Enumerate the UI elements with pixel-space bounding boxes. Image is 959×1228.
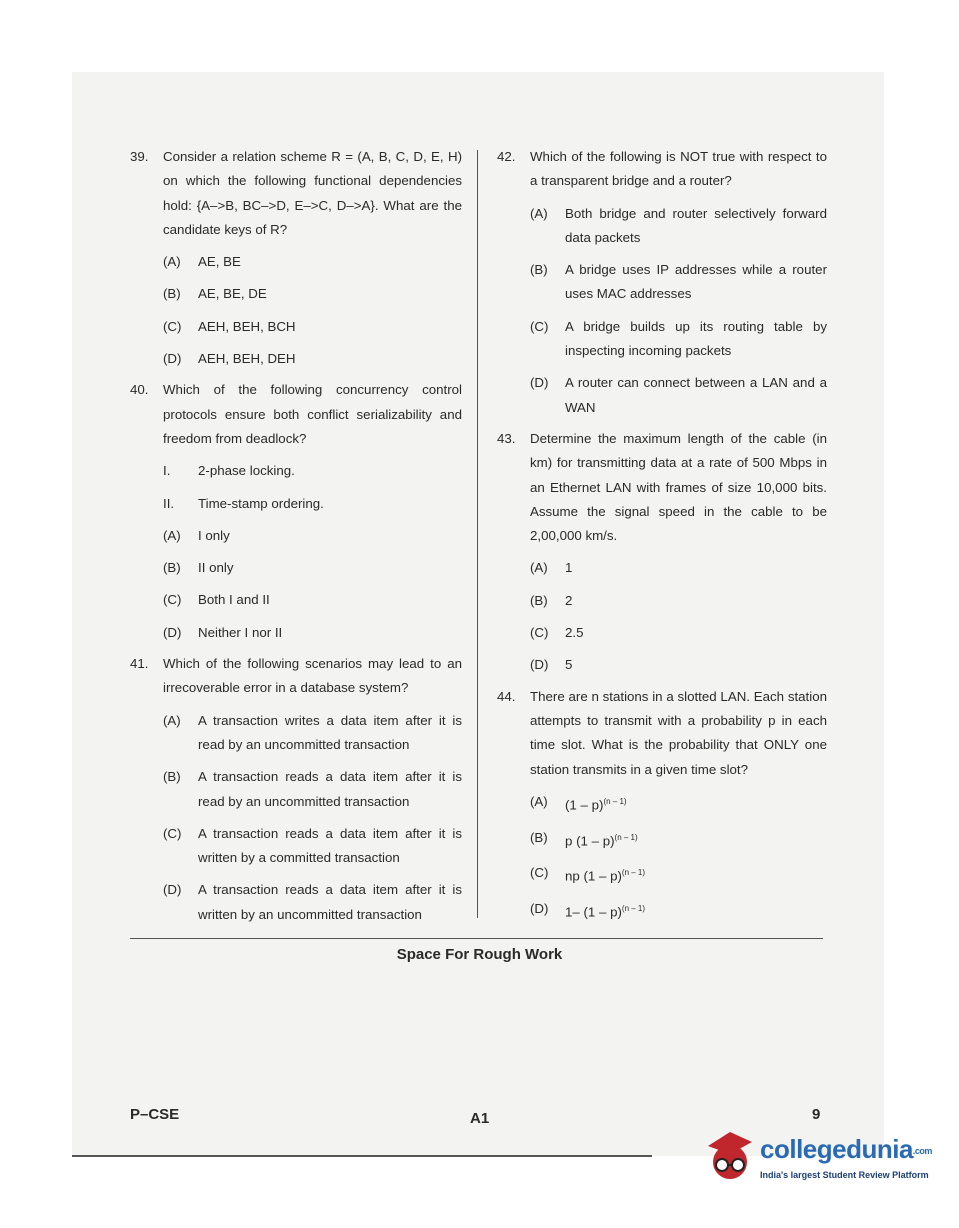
logo-wordmark [760, 1134, 932, 1165]
answer-option [163, 556, 462, 580]
question-number: 42. [497, 149, 516, 164]
answer-option [163, 347, 462, 371]
question-number: 40. [130, 382, 149, 398]
answer-option [163, 822, 462, 871]
statement-text: Time-stamp ordering. [198, 495, 324, 511]
answer-option [530, 897, 827, 925]
option-label: (A) [530, 793, 548, 809]
answer-option [530, 258, 827, 307]
option-text: 1 [565, 560, 573, 576]
option-text: AE, BE [198, 254, 241, 270]
option-text: 1– (1 – p) [565, 904, 622, 920]
answer-option [530, 826, 827, 854]
question-number: 39. [130, 149, 149, 164]
option-label: (D) [530, 375, 549, 391]
question-stem: Consider a relation scheme R = (A, B, C, D, E, H) on which the following functional dependencies hold: {A–>B, BC–>D, E–>C, D–>A}. What are the candidate keys of R? [163, 149, 462, 237]
footer-rule [72, 1155, 652, 1157]
option-exponent: (n – 1) [614, 832, 638, 842]
option-text: AEH, BEH, DEH [198, 351, 296, 367]
answer-option [163, 315, 462, 339]
answer-option [163, 250, 462, 274]
logo-name: collegedunia [760, 1134, 913, 1164]
option-text: p (1 – p) [565, 832, 615, 848]
answer-option [530, 621, 827, 645]
question-stem: Determine the maximum length of the cable (in km) for transmitting data at a rate of 500 Mbps in an Ethernet LAN with frames of size 10,000 bits. Assume the signal speed in the cable to be 2,00,000 km/s. [530, 430, 827, 544]
option-text: A transaction reads a data item after it is read by an uncommitted transaction [198, 769, 462, 809]
question-number: 41. [130, 656, 149, 672]
answer-option [530, 315, 827, 364]
left-column [130, 145, 462, 934]
option-text: 2 [565, 592, 573, 608]
option-label: (A) [163, 254, 181, 270]
option-text: II only [198, 560, 234, 576]
option-label: (B) [530, 262, 548, 278]
option-text: A transaction reads a data item after it is written by an uncommitted transaction [198, 882, 462, 922]
option-label: (D) [530, 657, 549, 673]
answer-option [530, 589, 827, 613]
answer-option [163, 621, 462, 645]
option-exponent: (n – 1) [603, 796, 627, 806]
statement-text: 2-phase locking. [198, 463, 295, 479]
rough-work-heading: Space For Rough Work [396, 946, 563, 963]
answer-option [163, 709, 462, 758]
option-exponent: (n – 1) [621, 868, 646, 878]
logo-suffix: .com [912, 1146, 932, 1157]
answer-option [163, 282, 462, 306]
question-41 [130, 652, 462, 927]
answer-option [530, 371, 827, 420]
option-text: A bridge builds up its routing table by inspecting incoming packets [565, 318, 827, 359]
column-divider [477, 150, 478, 918]
option-label: (B) [163, 560, 181, 576]
option-label: (A) [163, 712, 181, 728]
right-column [497, 145, 827, 932]
option-text: 5 [565, 657, 573, 673]
option-text: np (1 – p) [565, 868, 622, 884]
question-44 [497, 685, 827, 925]
option-label: (A) [163, 527, 181, 543]
answer-option [530, 202, 827, 251]
option-text: A bridge uses IP addresses while a router uses MAC addresses [565, 262, 827, 302]
option-text: Both I and II [198, 592, 270, 608]
answer-option [530, 556, 827, 580]
option-label: (C) [530, 318, 549, 334]
option-label: (C) [163, 825, 182, 841]
option-label: (D) [163, 882, 182, 898]
statement-item [163, 492, 462, 516]
answer-option [530, 861, 827, 889]
option-text: Neither I nor II [198, 624, 283, 640]
footer-page-number: 9 [812, 1106, 821, 1123]
question-number: 44. [497, 688, 516, 704]
question-stem: Which of the following is NOT true with respect to a transparent bridge and a router? [530, 149, 827, 189]
logo-tagline: India's largest Student Review Platform [760, 1170, 929, 1180]
question-stem: Which of the following concurrency control protocols ensure both conflict serializability and freedom from deadlock? [163, 382, 462, 446]
rough-work-divider [130, 938, 823, 939]
option-text: 2.5 [565, 625, 584, 641]
answer-option [163, 588, 462, 612]
question-stem: There are n stations in a slotted LAN. Each station attempts to transmit with a probability p in each time slot. What is the probability that ONLY one station transmits in a given time slot? [530, 688, 827, 777]
footer-paper-code: P–CSE [130, 1106, 180, 1123]
question-42 [497, 145, 827, 420]
option-text: A transaction writes a data item after it is read by an uncommitted transaction [198, 712, 462, 752]
option-text: A transaction reads a data item after it is written by a committed transaction [198, 825, 462, 866]
option-label: (A) [530, 560, 548, 576]
question-number: 43. [497, 430, 516, 446]
option-label: (A) [530, 205, 548, 221]
option-label: (C) [163, 592, 182, 608]
option-text: AE, BE, DE [198, 286, 267, 302]
option-label: (C) [530, 625, 549, 641]
answer-option [163, 765, 462, 814]
option-label: (C) [163, 318, 182, 334]
option-label: (D) [163, 624, 182, 640]
answer-option [530, 790, 827, 818]
question-39 [130, 145, 462, 371]
question-43 [497, 427, 827, 678]
question-stem: Which of the following scenarios may lead to an irrecoverable error in a database system? [163, 656, 462, 696]
answer-option [163, 878, 462, 927]
option-label: (D) [530, 900, 549, 916]
option-label: (D) [163, 351, 182, 367]
option-label: (C) [530, 865, 549, 881]
option-text: (1 – p) [565, 797, 604, 813]
option-text: A router can connect between a LAN and a WAN [565, 375, 827, 415]
option-text: I only [198, 527, 230, 543]
option-text: AEH, BEH, BCH [198, 318, 296, 334]
statement-item [163, 459, 462, 483]
statement-label: I. [163, 463, 171, 479]
option-text: Both bridge and router selectively forward data packets [565, 205, 827, 245]
question-40 [130, 378, 462, 645]
statement-label: II. [163, 495, 175, 511]
footer-set-code: A1 [470, 1110, 490, 1127]
option-label: (B) [163, 769, 181, 785]
option-label: (B) [163, 286, 181, 302]
answer-option [530, 653, 827, 677]
option-exponent: (n – 1) [621, 903, 646, 913]
option-label: (B) [530, 829, 548, 845]
answer-option [163, 524, 462, 548]
option-label: (B) [530, 592, 548, 608]
